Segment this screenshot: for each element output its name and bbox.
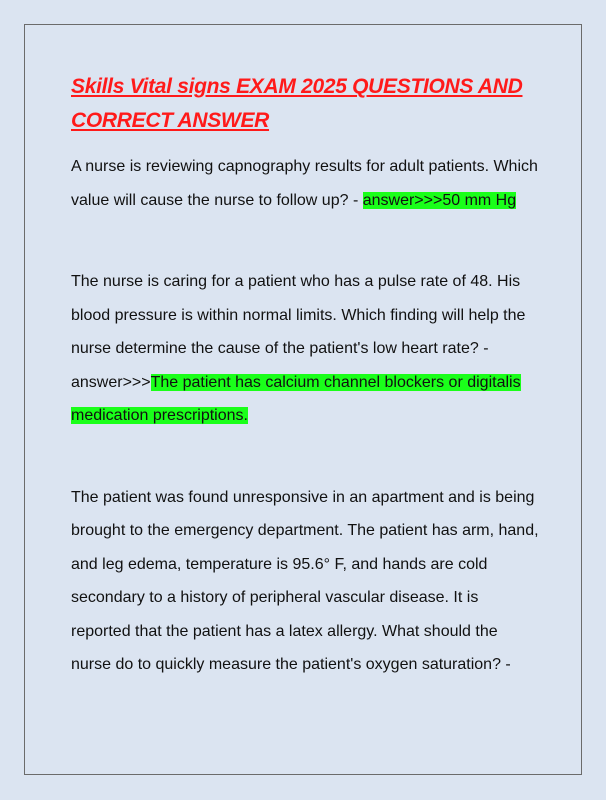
question-2-answer: The patient has calcium channel blockers or digitalis medication prescriptions.	[71, 373, 521, 424]
question-1	[71, 150, 541, 217]
spacer	[71, 433, 541, 481]
question-1-answer: answer>>>50 mm Hg	[362, 191, 517, 209]
document-content	[71, 70, 541, 682]
question-3-text: The patient was found unresponsive in an apartment and is being brought to the emergency department. The patient has arm, hand, and leg edema, temperature is 95.6° F, and hands are cold secondary to a history of peripheral vascular disease. It is reported that the patient has a latex allergy. What should the nurse do to quickly measure the patient's oxygen saturation? -	[71, 488, 539, 673]
question-2-text: The nurse is caring for a patient who has a pulse rate of 48. His blood pressure is within normal limits. Which finding will help the nurse determine the cause of the patient's low heart rate? - answer>>>	[71, 273, 526, 391]
spacer	[71, 217, 541, 265]
question-2	[71, 265, 541, 433]
question-3	[71, 481, 541, 682]
document-title: Skills Vital signs EXAM 2025 QUESTIONS AND CORRECT ANSWER	[71, 75, 523, 132]
question-1-text: A nurse is reviewing capnography results for adult patients. Which value will cause the nurse to follow up? -	[71, 158, 538, 209]
